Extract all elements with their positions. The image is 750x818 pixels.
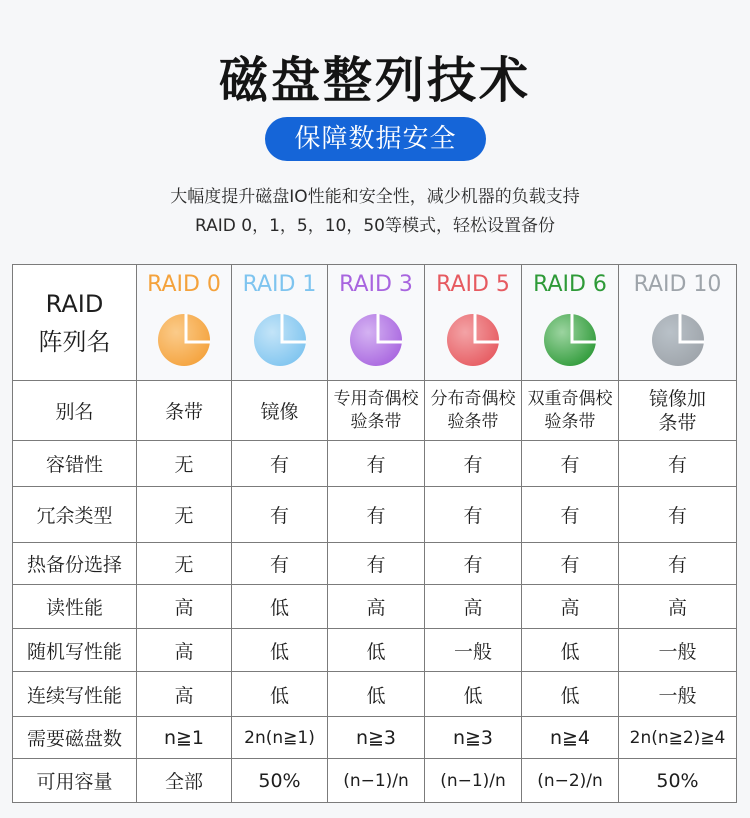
table-cell: 无	[137, 543, 232, 585]
table-cell: 一般	[425, 629, 522, 672]
table-cell: 有	[619, 487, 737, 543]
table-cell: n≧3	[328, 717, 425, 759]
table-cell: 有	[232, 487, 328, 543]
table-row	[13, 441, 737, 487]
table-cell: 高	[328, 585, 425, 629]
table-cell: 一般	[619, 629, 737, 672]
table-cell: 低	[328, 672, 425, 717]
table-cell: 有	[328, 487, 425, 543]
row-label: 冗余类型	[13, 487, 137, 543]
table-cell: 低	[522, 629, 619, 672]
row-label: 别名	[13, 381, 137, 441]
table-cell: (n−2)/n	[522, 759, 619, 803]
row-label: 可用容量	[13, 759, 137, 803]
table-cell: 条带	[137, 381, 232, 441]
row-label: 需要磁盘数	[13, 717, 137, 759]
table-cell: 高	[137, 585, 232, 629]
table-row	[13, 672, 737, 717]
table-cell: 高	[619, 585, 737, 629]
table-cell: 低	[522, 672, 619, 717]
pie-body	[350, 314, 402, 366]
table-row	[13, 487, 737, 543]
table-cell: 有	[522, 441, 619, 487]
pie-chart-icon	[446, 313, 500, 367]
raid-level-header	[425, 265, 522, 381]
pie-chart-icon	[349, 313, 403, 367]
pie-body	[254, 314, 306, 366]
raid-level-header	[619, 265, 737, 381]
raid-level-header	[522, 265, 619, 381]
table-cell: 镜像加条带	[619, 381, 737, 441]
table-cell: 有	[425, 441, 522, 487]
raid-header-row	[13, 265, 737, 381]
table-cell: 有	[232, 441, 328, 487]
corner-line-2: 阵列名	[38, 327, 111, 356]
table-cell: 50%	[619, 759, 737, 803]
pie-body	[447, 314, 499, 366]
table-cell: 有	[522, 543, 619, 585]
pie-chart-icon	[157, 313, 211, 367]
table-cell: 双重奇偶校验条带	[522, 381, 619, 441]
raid-level-name: RAID 6	[533, 272, 607, 297]
table-row	[13, 759, 737, 803]
description-line-2: RAID 0，1，5，10，50等模式，轻松设置备份	[195, 216, 555, 236]
table-cell: 有	[522, 487, 619, 543]
row-label: 读性能	[13, 585, 137, 629]
table-cell: n≧3	[425, 717, 522, 759]
table-cell: 分布奇偶校验条带	[425, 381, 522, 441]
description-line-1: 大幅度提升磁盘IO性能和安全性，减少机器的负载支持	[170, 187, 580, 207]
table-cell: 有	[328, 543, 425, 585]
table-cell: 专用奇偶校验条带	[328, 381, 425, 441]
table-cell: 低	[232, 629, 328, 672]
table-row	[13, 629, 737, 672]
table-row	[13, 585, 737, 629]
table-cell: 有	[328, 441, 425, 487]
table-cell: 镜像	[232, 381, 328, 441]
table-cell: 低	[232, 672, 328, 717]
pie-body	[544, 314, 596, 366]
table-cell: n≧1	[137, 717, 232, 759]
table-cell: 有	[619, 441, 737, 487]
row-label: 连续写性能	[13, 672, 137, 717]
corner-line-1: RAID	[45, 289, 104, 318]
table-cell: 2n(n≧2)≧4	[619, 717, 737, 759]
raid-level-name: RAID 1	[242, 272, 317, 297]
table-cell: 高	[137, 672, 232, 717]
subtitle-badge: 保障数据安全	[265, 117, 486, 161]
table-cell: n≧4	[522, 717, 619, 759]
raid-level-name: RAID 3	[339, 272, 413, 297]
table-cell: 无	[137, 487, 232, 543]
table-row	[13, 543, 737, 585]
table-cell: 低	[232, 585, 328, 629]
pie-chart-icon	[543, 313, 597, 367]
raid-level-header	[232, 265, 328, 381]
table-cell: 无	[137, 441, 232, 487]
table-cell: 全部	[137, 759, 232, 803]
raid-level-header	[137, 265, 232, 381]
pie-body	[158, 314, 210, 366]
table-cell: (n−1)/n	[425, 759, 522, 803]
row-label: 容错性	[13, 441, 137, 487]
row-label: 热备份选择	[13, 543, 137, 585]
table-cell: 低	[328, 629, 425, 672]
raid-comparison-table	[12, 264, 737, 803]
row-label: 随机写性能	[13, 629, 137, 672]
table-cell: 有	[232, 543, 328, 585]
table-cell: 50%	[232, 759, 328, 803]
page-title: 磁盘整列技术	[218, 52, 531, 109]
table-cell: 高	[425, 585, 522, 629]
raid-level-name: RAID 10	[633, 272, 722, 297]
table-row	[13, 717, 737, 759]
pie-chart-icon	[253, 313, 307, 367]
pie-chart-icon	[651, 313, 705, 367]
raid-level-name: RAID 5	[436, 272, 510, 297]
pie-body	[652, 314, 704, 366]
table-corner-header	[13, 265, 137, 381]
table-cell: 高	[522, 585, 619, 629]
table-cell: 高	[137, 629, 232, 672]
table-cell: (n−1)/n	[328, 759, 425, 803]
table-cell: 有	[619, 543, 737, 585]
raid-level-name: RAID 0	[147, 272, 221, 297]
table-cell: 低	[425, 672, 522, 717]
raid-level-header	[328, 265, 425, 381]
table-cell: 有	[425, 543, 522, 585]
table-cell: 有	[425, 487, 522, 543]
table-cell: 2n(n≧1)	[232, 717, 328, 759]
table-row	[13, 381, 737, 441]
table-cell: 一般	[619, 672, 737, 717]
